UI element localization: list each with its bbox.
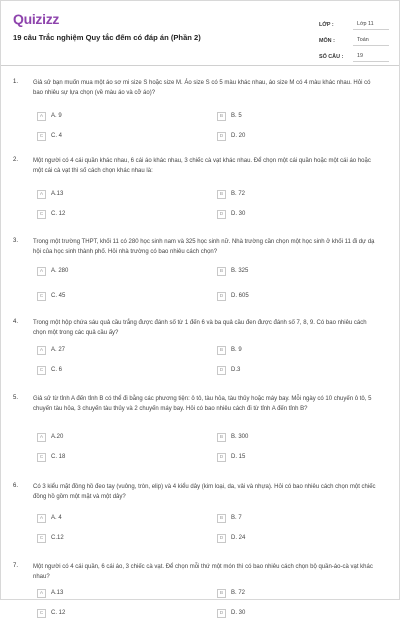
question-number: 5. <box>13 395 19 401</box>
option-text: D. 30 <box>231 211 246 217</box>
option-text: C. 4 <box>51 133 63 139</box>
question-number: 7. <box>13 563 19 569</box>
worksheet-header <box>1 1 399 65</box>
answer-option-c[interactable] <box>37 365 62 375</box>
answer-option-b[interactable] <box>217 266 248 276</box>
answer-option-d[interactable] <box>217 452 245 462</box>
answer-option-d[interactable] <box>217 209 245 219</box>
option-text: D. 30 <box>231 610 246 616</box>
meta-subject-row <box>319 30 389 46</box>
option-letter-box: A <box>37 112 46 121</box>
answer-option-a[interactable] <box>37 513 62 523</box>
answer-option-b[interactable] <box>217 513 242 523</box>
answer-option-d[interactable] <box>217 131 245 141</box>
question-number: 4. <box>13 319 19 325</box>
answer-option-c[interactable] <box>37 209 65 219</box>
answer-option-c[interactable] <box>37 608 65 618</box>
meta-value: Lớp 11 <box>353 21 389 30</box>
option-text: B. 300 <box>231 434 249 440</box>
answer-option-c[interactable] <box>37 452 65 462</box>
answer-option-a[interactable] <box>37 345 65 355</box>
option-letter-box: C <box>37 132 46 141</box>
option-text: C. 12 <box>51 610 66 616</box>
option-letter-box: A <box>37 346 46 355</box>
option-text: C. 18 <box>51 454 66 460</box>
question-number: 6. <box>13 483 19 489</box>
worksheet-meta <box>319 14 389 62</box>
meta-label: LỚP : <box>319 22 334 28</box>
meta-class-row <box>319 14 389 30</box>
option-text: B. 7 <box>231 515 242 521</box>
option-letter-box: A <box>37 589 46 598</box>
option-letter-box: C <box>37 534 46 543</box>
question-number: 1. <box>13 79 19 85</box>
option-letter-box: C <box>37 210 46 219</box>
question-text: Giả sử bạn muốn mua một áo sơ mi size S hoặc size M. Áo size S có 5 màu khác nhau, áo size M có 4 màu khác nhau. Hỏi có bao nhiêu sự lựa chọn (về màu áo và cỡ áo)? <box>33 80 371 96</box>
option-letter-box: A <box>37 267 46 276</box>
meta-value: Toán <box>353 37 389 46</box>
option-letter-box: C <box>37 366 46 375</box>
option-text: C. 12 <box>51 211 66 217</box>
worksheet-title: 19 câu Trắc nghiệm Quy tắc đếm có đáp án (Phần 2) <box>13 33 201 42</box>
option-text: A.13 <box>51 191 64 197</box>
answer-option-d[interactable] <box>217 533 245 543</box>
option-text: D. 15 <box>231 454 246 460</box>
answer-option-c[interactable] <box>37 291 65 301</box>
option-letter-box: C <box>37 453 46 462</box>
answer-option-d[interactable] <box>217 608 245 618</box>
option-text: A. 4 <box>51 515 62 521</box>
answer-option-a[interactable] <box>37 432 63 442</box>
option-text: B. 325 <box>231 268 249 274</box>
answer-option-b[interactable] <box>217 111 242 121</box>
option-text: B. 5 <box>231 113 242 119</box>
option-letter-box: C <box>37 292 46 301</box>
option-text: B. 9 <box>231 347 242 353</box>
option-text: D. 605 <box>231 293 249 299</box>
question-number: 3. <box>13 238 19 244</box>
option-text: D. 20 <box>231 133 246 139</box>
option-letter-box: C <box>37 609 46 618</box>
option-letter-box: B <box>217 112 226 121</box>
answer-option-a[interactable] <box>37 266 68 276</box>
option-letter-box: D <box>217 453 226 462</box>
answer-option-d[interactable] <box>217 365 240 375</box>
meta-label: MÔN : <box>319 38 335 44</box>
answer-option-b[interactable] <box>217 432 248 442</box>
option-text: D.3 <box>231 367 241 373</box>
question-text: Trong một hộp chứa sáu quả cầu trắng được đánh số từ 1 đến 6 và ba quả cầu đen được đánh số 7, 8, 9. Có bao nhiêu cách chọn một trong các quả cầu ấy? <box>33 320 367 336</box>
header-divider <box>1 65 399 66</box>
option-text: A. 27 <box>51 347 66 353</box>
question-number: 2. <box>13 157 19 163</box>
option-text: C. 45 <box>51 293 66 299</box>
option-letter-box: D <box>217 210 226 219</box>
answer-option-a[interactable] <box>37 189 63 199</box>
option-letter-box: D <box>217 609 226 618</box>
option-text: B. 72 <box>231 590 246 596</box>
meta-label: SỐ CÂU : <box>319 54 344 60</box>
meta-value: 19 <box>353 53 389 62</box>
option-letter-box: A <box>37 514 46 523</box>
option-letter-box: D <box>217 292 226 301</box>
option-letter-box: B <box>217 267 226 276</box>
question-text: Giả sử từ tỉnh A đến tỉnh B có thể đi bằng các phương tiện: ô tô, tàu hỏa, tàu thủy hoặc máy bay. Mỗi ngày có 10 chuyến ô tô, 5 chuyến tàu hỏa, 3 chuyến tàu thủy và 2 chuyến máy bay. Hỏi có bao nhiêu cách đi từ tỉnh A đến tỉnh B? <box>33 396 372 412</box>
option-text: C.12 <box>51 535 64 541</box>
option-letter-box: D <box>217 132 226 141</box>
option-text: A. 280 <box>51 268 69 274</box>
question-text: Một người có 4 cái quần khác nhau, 6 cái áo khác nhau, 3 chiếc cà vạt khác nhau. Để chọn một cái quần hoặc một cái áo hoặc một cái cà vạt thì số cách chọn khác nhau là: <box>33 158 371 174</box>
option-letter-box: A <box>37 433 46 442</box>
option-text: B. 72 <box>231 191 246 197</box>
option-letter-box: B <box>217 514 226 523</box>
answer-option-b[interactable] <box>217 345 242 355</box>
option-letter-box: D <box>217 366 226 375</box>
option-letter-box: D <box>217 534 226 543</box>
question-text: Trong một trường THPT, khối 11 có 280 học sinh nam và 325 học sinh nữ. Nhà trường cần chọn một học sinh ở khối 11 đi dự dạ hội của học sinh thành phố. Hỏi nhà trường có bao nhiêu cách chọn? <box>33 239 375 255</box>
option-text: C. 6 <box>51 367 63 373</box>
option-text: A. 9 <box>51 113 62 119</box>
answer-option-d[interactable] <box>217 291 249 301</box>
option-letter-box: B <box>217 433 226 442</box>
answer-option-b[interactable] <box>217 189 245 199</box>
answer-option-a[interactable] <box>37 111 62 121</box>
quizizz-logo: Quizizz <box>13 11 60 27</box>
option-letter-box: B <box>217 190 226 199</box>
answer-option-c[interactable] <box>37 533 64 543</box>
option-text: A.13 <box>51 590 64 596</box>
option-letter-box: B <box>217 346 226 355</box>
question-text: Một người có 4 cái quần, 6 cái áo, 3 chiếc cà vạt. Để chọn mỗi thứ một món thì có bao nhiêu cách chọn bộ quần-áo-cà vạt khác nhau? <box>33 564 373 580</box>
answer-option-a[interactable] <box>37 588 63 598</box>
question-text: Có 3 kiểu mặt đồng hồ đeo tay (vuông, tròn, elip) và 4 kiểu dây (kim loại, da, vải và nhựa). Hỏi có bao nhiêu cách chọn một chiếc đồng hồ gồm một mặt và một dây? <box>33 484 376 500</box>
option-letter-box: B <box>217 589 226 598</box>
option-letter-box: A <box>37 190 46 199</box>
option-text: D. 24 <box>231 535 246 541</box>
answer-option-b[interactable] <box>217 588 245 598</box>
option-text: A.20 <box>51 434 64 440</box>
answer-option-c[interactable] <box>37 131 62 141</box>
meta-count-row <box>319 46 389 62</box>
